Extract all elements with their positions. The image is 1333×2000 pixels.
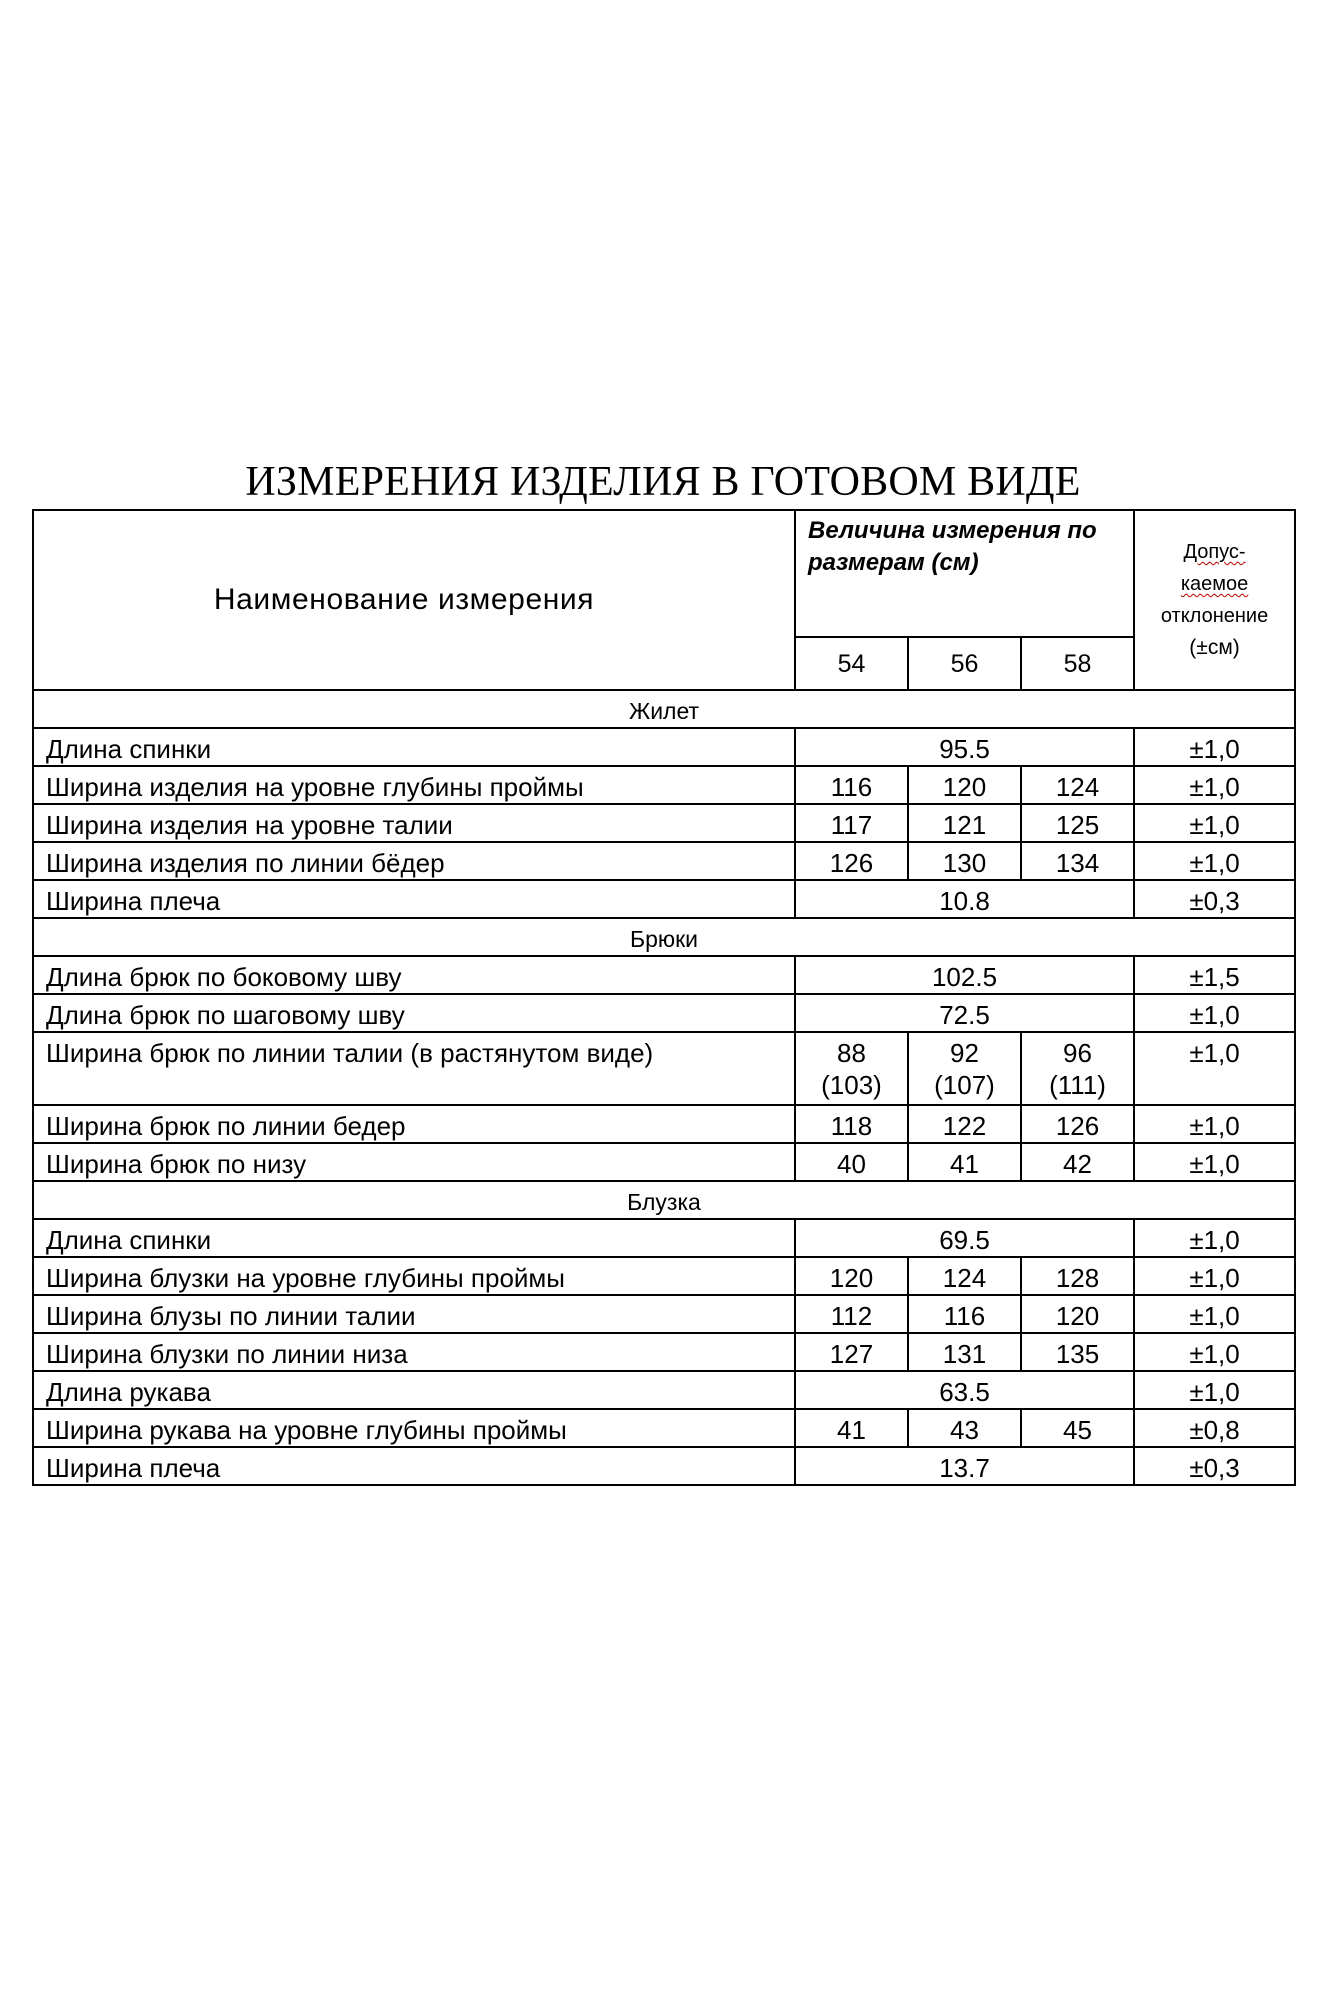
header-measurement-name: Наименование измерения [33,510,795,690]
section-title: Брюки [33,918,1295,956]
measurement-value: 127 [795,1333,908,1371]
tolerance-value: ±1,0 [1134,1032,1295,1105]
table-row [33,1105,1295,1143]
tolerance-value: ±1,0 [1134,994,1295,1032]
tolerance-value: ±1,0 [1134,1143,1295,1181]
measurement-name: Длина спинки [33,728,795,766]
measurement-value [908,1032,1021,1105]
header-tolerance-line4: (±см) [1189,636,1240,659]
table-row [33,880,1295,918]
measurement-name: Длина спинки [33,1219,795,1257]
measurement-value [795,1032,908,1105]
measurement-value: 42 [1021,1143,1134,1181]
measurement-name: Ширина брюк по линии бедер [33,1105,795,1143]
measurement-value-all-sizes: 102.5 [795,956,1134,994]
measurement-value: 121 [908,804,1021,842]
measurement-value: 122 [908,1105,1021,1143]
tolerance-value: ±1,0 [1134,1105,1295,1143]
measurements-table-body [33,510,1295,1485]
header-size-54: 54 [795,637,908,690]
measurement-value: 126 [795,842,908,880]
measurement-value: 41 [795,1409,908,1447]
measurement-value: 40 [795,1143,908,1181]
tolerance-value: ±0,3 [1134,880,1295,918]
table-row [33,1032,1295,1105]
table-row [33,1219,1295,1257]
table-row [33,1409,1295,1447]
measurement-value: 117 [795,804,908,842]
measurement-value-all-sizes: 13.7 [795,1447,1134,1485]
measurement-value-stretched: (103) [821,1070,882,1100]
measurement-value-stretched: (107) [934,1070,995,1100]
measurement-value: 120 [1021,1295,1134,1333]
section-title: Блузка [33,1181,1295,1219]
tolerance-value: ±1,0 [1134,1295,1295,1333]
tolerance-value: ±1,0 [1134,766,1295,804]
header-row [33,510,1295,637]
measurement-name: Ширина блузки по линии низа [33,1333,795,1371]
measurement-name: Ширина блузы по линии талии [33,1295,795,1333]
header-tolerance [1134,510,1295,690]
measurement-value [1021,1032,1134,1105]
table-row [33,728,1295,766]
document-title: ИЗМЕРЕНИЯ ИЗДЕЛИЯ В ГОТОВОМ ВИДЕ [245,459,1081,505]
header-size-56: 56 [908,637,1021,690]
header-tolerance-line2: каемое [1180,573,1249,595]
measurement-name: Ширина изделия на уровне глубины проймы [33,766,795,804]
measurement-name: Ширина рукава на уровне глубины проймы [33,1409,795,1447]
measurement-name: Ширина изделия на уровне талии [33,804,795,842]
measurement-value: 134 [1021,842,1134,880]
table-row [33,1371,1295,1409]
section-row [33,918,1295,956]
tolerance-value: ±0,3 [1134,1447,1295,1485]
tolerance-value: ±0,8 [1134,1409,1295,1447]
measurement-value: 45 [1021,1409,1134,1447]
measurement-value: 118 [795,1105,908,1143]
table-row [33,804,1295,842]
table-row [33,766,1295,804]
measurement-value-primary: 96 [1063,1038,1092,1068]
measurement-value: 120 [795,1257,908,1295]
section-title: Жилет [33,690,1295,728]
tolerance-value: ±1,0 [1134,804,1295,842]
tolerance-value: ±1,0 [1134,728,1295,766]
measurement-value: 43 [908,1409,1021,1447]
measurement-value: 124 [1021,766,1134,804]
measurement-value-all-sizes: 69.5 [795,1219,1134,1257]
measurement-value: 126 [1021,1105,1134,1143]
header-tolerance-line1: Допус- [1183,541,1246,563]
measurement-value-all-sizes: 72.5 [795,994,1134,1032]
measurement-value: 116 [908,1295,1021,1333]
measurement-value: 41 [908,1143,1021,1181]
measurement-value-all-sizes: 10.8 [795,880,1134,918]
measurement-value-stretched: (111) [1049,1070,1106,1100]
header-size-values: Величина измерения по размерам (см) [795,510,1134,637]
table-row [33,1333,1295,1371]
measurement-value: 135 [1021,1333,1134,1371]
measurement-value-all-sizes: 63.5 [795,1371,1134,1409]
measurement-value: 116 [795,766,908,804]
measurement-value-primary: 92 [950,1038,979,1068]
measurement-value: 128 [1021,1257,1134,1295]
measurement-name: Ширина брюк по линии талии (в растянутом виде) [33,1032,795,1105]
table-row [33,1143,1295,1181]
measurement-name: Длина рукава [33,1371,795,1409]
measurement-name: Длина брюк по шаговому шву [33,994,795,1032]
measurement-name: Ширина плеча [33,1447,795,1485]
measurement-value-all-sizes: 95.5 [795,728,1134,766]
measurement-value-primary: 88 [837,1038,866,1068]
measurements-table [32,509,1296,1486]
table-row [33,842,1295,880]
measurement-name: Ширина блузки на уровне глубины проймы [33,1257,795,1295]
table-row [33,1257,1295,1295]
tolerance-value: ±1,0 [1134,1257,1295,1295]
table-row [33,956,1295,994]
tolerance-value: ±1,5 [1134,956,1295,994]
measurement-value: 120 [908,766,1021,804]
header-tolerance-line3: отклонение [1160,605,1269,627]
measurement-name: Ширина брюк по низу [33,1143,795,1181]
tolerance-value: ±1,0 [1134,1371,1295,1409]
measurement-value: 112 [795,1295,908,1333]
measurement-value: 131 [908,1333,1021,1371]
measurement-name: Ширина изделия по линии бёдер [33,842,795,880]
measurement-name: Длина брюк по боковому шву [33,956,795,994]
measurement-value: 130 [908,842,1021,880]
measurement-value: 125 [1021,804,1134,842]
table-row [33,1295,1295,1333]
tolerance-value: ±1,0 [1134,1333,1295,1371]
table-row [33,1447,1295,1485]
section-row [33,690,1295,728]
tolerance-value: ±1,0 [1134,842,1295,880]
tolerance-value: ±1,0 [1134,1219,1295,1257]
table-row [33,994,1295,1032]
measurement-value: 124 [908,1257,1021,1295]
section-row [33,1181,1295,1219]
measurement-name: Ширина плеча [33,880,795,918]
header-size-58: 58 [1021,637,1134,690]
